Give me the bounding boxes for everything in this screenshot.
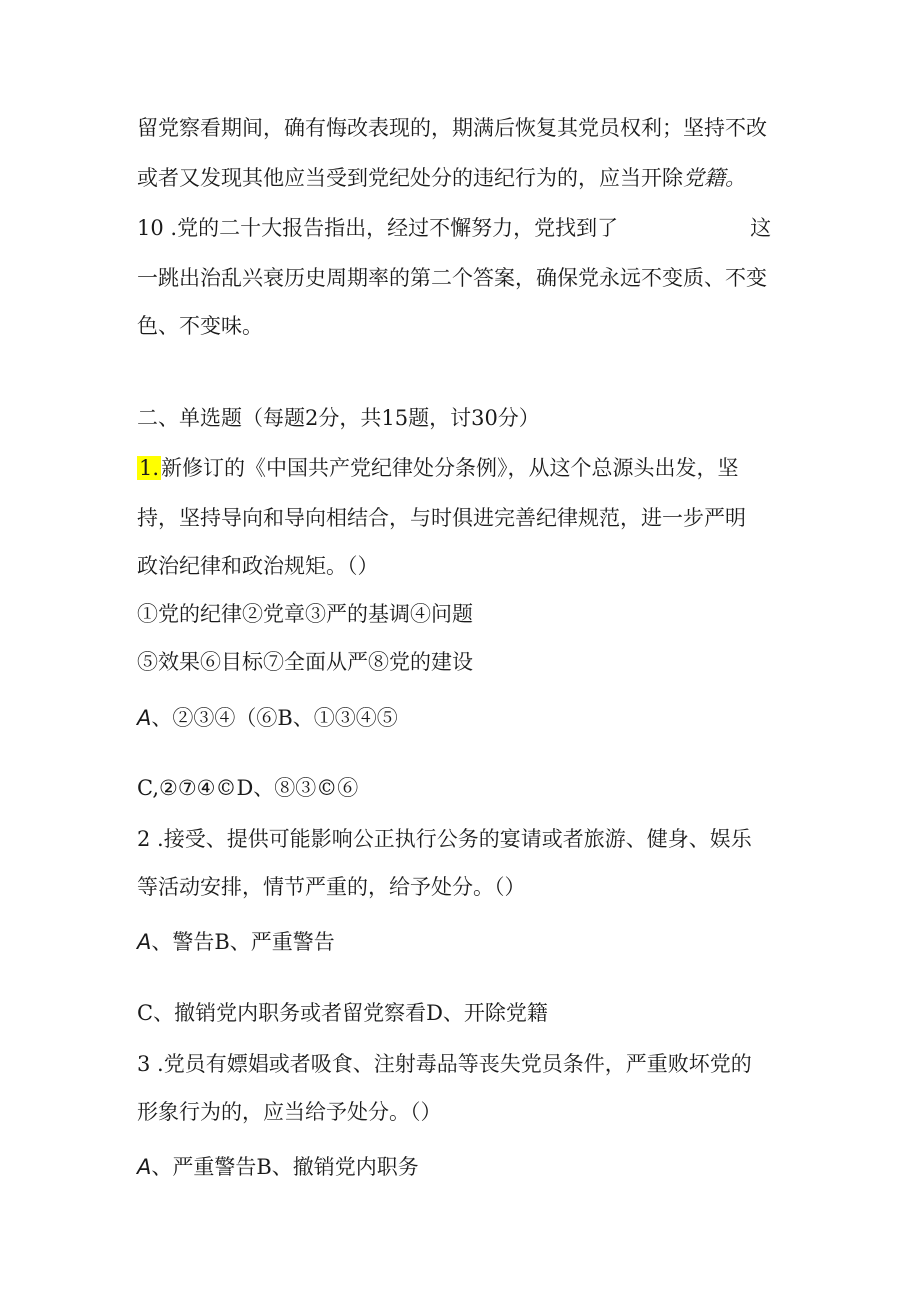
carryover-line-2-text: 或者又发现其他应当受到党纪处分的违纪行为的，应当开除	[137, 166, 683, 190]
carryover-line-2	[137, 163, 746, 193]
question-1-text: 新修订的《中国共产党纪律处分条例》，从这个总源头出发，坚	[161, 456, 739, 480]
question-10-line-1	[137, 213, 771, 243]
question-3-option-a	[137, 1152, 419, 1182]
question-2-option-c: C、撤销党内职务或者留党察看D、开除党籍	[137, 1001, 548, 1025]
option-a-text: 、严重警告B、撤销党内职务	[151, 1155, 419, 1179]
question-1-number: 1.	[139, 456, 160, 480]
question-1-line-3: 政治纪律和政治规矩。（）	[137, 554, 379, 578]
question-1-line-2: 持，坚持导向和导向相结合，与时俱进完善纪律规范，进一步严明	[137, 506, 746, 530]
question-1-items-1: ①党的纪律②党章③严的基调④问题	[137, 602, 473, 626]
section-2-heading: 二、单选题（每题2分，共15题，讨30分）	[137, 406, 540, 430]
carryover-line-1: 留党察看期间，确有悔改表现的，期满后恢复其党员权利；坚持不改	[137, 116, 767, 140]
question-10-line-2: 一跳出治乱兴衰历史周期率的第二个答案，确保党永远不变质、不变	[137, 266, 767, 290]
question-2-line-2: 等活动安排，情节严重的，给予处分。（）	[137, 875, 526, 899]
question-1-option-a	[137, 703, 398, 733]
carryover-line-2-end: 党籍。	[683, 166, 746, 190]
option-letter-a: A	[137, 1155, 152, 1179]
option-a-text: 、②③④（⑥B、①③④⑤	[151, 706, 398, 730]
question-2-line-1: 2 .接受、提供可能影响公正执行公务的宴请或者旅游、健身、娱乐	[137, 827, 752, 851]
question-1-line-1	[137, 453, 739, 483]
question-1-option-c: C,②⑦④©D、⑧③©⑥	[137, 776, 359, 800]
option-letter-a: A	[137, 930, 152, 954]
question-3-line-2: 形象行为的，应当给予处分。（）	[137, 1100, 442, 1124]
question-2-option-a	[137, 927, 335, 957]
question-1-items-2: ⑤效果⑥目标⑦全面从严⑧党的建设	[137, 650, 473, 674]
question-10-line-3: 色、不变味。	[137, 314, 263, 338]
option-a-text: 、警告B、严重警告	[151, 930, 335, 954]
option-letter-a: A	[137, 706, 152, 730]
question-3-line-1: 3 .党员有嫖娼或者吸食、注射毒品等丧失党员条件，严重败坏党的	[137, 1052, 752, 1076]
question-10-text: 10 .党的二十大报告指出，经过不懈努力，党找到了	[137, 216, 619, 240]
question-10-text-end: 这	[750, 216, 772, 240]
